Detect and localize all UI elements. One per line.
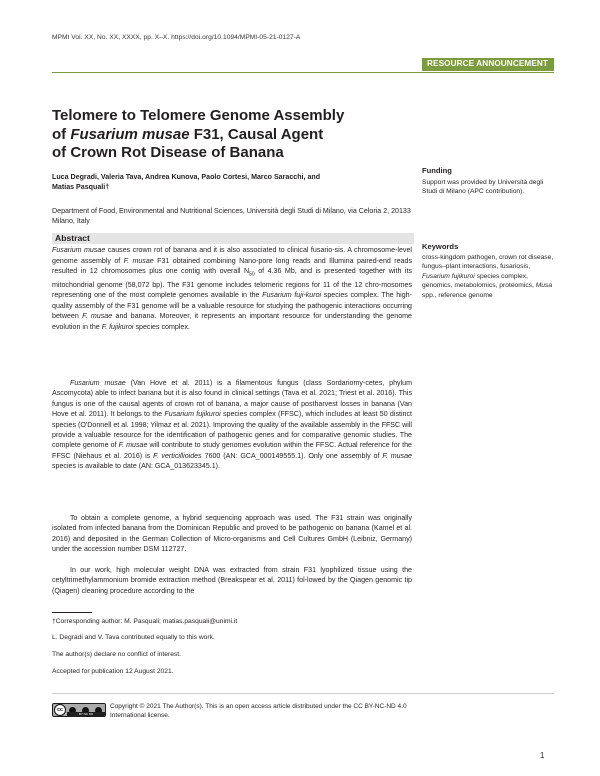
abstract-span: species complex. [133, 322, 190, 331]
acceptance-note: Accepted for publication 12 August 2021. [52, 668, 174, 675]
keywords-species: Fusarium fujikuroi [422, 272, 475, 280]
title-line-3: of Crown Rot Disease of Banana [52, 144, 284, 161]
article-type-label: RESOURCE ANNOUNCEMENT [427, 59, 548, 68]
keywords-text [422, 253, 554, 300]
abstract-heading: Abstract [55, 233, 90, 243]
journal-reference: MPMI Vol. XX, No. XX, XXXX, pp. X–X. https://doi.org/10.1094/MPMI-05-21-0127-A [52, 34, 301, 41]
keywords-genus: Musa [535, 282, 553, 290]
abstract-span: causes crown rot of banana and it is also associated to clinical fusario-sis. A chromosome-level genome assembly of [52, 246, 412, 265]
body-span: species complex (FFSC), which includes at least 50 distinct species (O'Donnell et al. 1998; Yilmaz et al. 2021). Improving the quality of the available assembly in the FFSC will provide a valuable resource for the identification of pathogenic genes and for comparative genomic studies. The complete genome of [52, 410, 413, 450]
page-number: 1 [540, 751, 545, 760]
body-span: species is available to date (AN: GCA_013623345.1). [52, 462, 220, 471]
affiliation: Department of Food, Environmental and Nutritional Sciences, Università degli Studi di Milano, via Celoria 2, 20133 Milano, Italy [52, 207, 411, 226]
abstract-species: Fusarium musae [52, 246, 106, 254]
abstract-span: and banana. Moreover, it represents an important resource for understanding the genome evolution in the [52, 312, 412, 331]
body-species: F. musae [382, 451, 412, 460]
body-span: will contribute to study genomes evolution within the FFSC. Actual reference for the FFSC (Niehaus et al. 2016) is [52, 441, 413, 460]
body-span: In our work, high molecular weight DNA was extracted from strain F31 lyophilized tissue using the cetyltrimethylammonium bromide extraction method (Breakspear et al. 2011) fol-lowed by the Qiagen genomic tip (Qiagen) cleaning procedure according to the [52, 566, 412, 595]
author-list [52, 172, 372, 192]
article-title [52, 107, 352, 163]
abstract-species: Fusarium fuji-kuroi [262, 291, 322, 300]
keywords-heading: Keywords [422, 242, 459, 251]
title-suffix: F31, Causal Agent [189, 125, 324, 143]
body-paragraph-1 [52, 378, 412, 472]
keywords-span: cross-kingdom pathogen, crown rot disease, fungus–plant interactions, fusariosis, [422, 254, 554, 271]
article-type-banner [422, 58, 554, 71]
funding-heading: Funding [422, 166, 452, 175]
body-span: To obtain a complete genome, a hybrid sequencing approach was used. The F31 strain was originally isolated from infected banana from the Dominican Republic and proved to be pathogenic on banana (Kamel et al. 2016) and deposited in the German Collection of Micro-organisms and Cell Cultures GmbH (Leibniz, Germany) under the accession number DSM 112727. [52, 514, 412, 554]
body-paragraph-2 [52, 513, 412, 555]
license-badge-label: BY NC ND [67, 712, 105, 716]
license-rule [52, 693, 554, 694]
abstract-species: F. musae [82, 312, 113, 321]
conflict-of-interest-note: The author(s) declare no conflict of interest. [52, 651, 181, 658]
abstract-span: species complex. The high-quality assembly of the F31 genome will be a valuable resource for studying the pathogenic interactions occurring between [52, 291, 412, 321]
abstract-species: F. musae [123, 256, 154, 265]
creative-commons-icon: cc [54, 704, 66, 716]
body-paragraph-3 [52, 565, 412, 596]
corresponding-author-note: †Corresponding author: M. Pasquali; matias.pasquali@unimi.it [52, 618, 238, 625]
body-span: (Van Hove et al. 2011) is a filamentous fungus (class Sordariomy-cetes, phylum Ascomycota) able to infect banana but it is also found in clinical settings (Tava et al. 2021; Triest et al. 2016). This fungus is one of the causal agents of crown rot of banana, a major cause of postharvest losses in banana (Van Hove et al. 2011). It belongs to the [52, 379, 412, 419]
title-species: Fusarium musae [70, 125, 190, 143]
footnote-rule [52, 612, 92, 613]
abstract-text [52, 245, 412, 332]
body-species: F. musae [118, 441, 148, 450]
header-rule [52, 72, 554, 73]
body-species: F. verticillioides [153, 451, 202, 460]
abstract-species: F. fujikuroi [101, 322, 134, 331]
keywords-span: species complex, genomics, metabolomics, proteomics, [422, 272, 536, 290]
abstract-heading-bar [52, 233, 414, 244]
body-species: Fusarium musae [70, 379, 126, 387]
cc-license-badge[interactable] [52, 703, 106, 717]
body-species: Fusarium fujikuroi [164, 410, 221, 419]
keywords-span: spp., reference genome [422, 291, 493, 299]
title-prefix: of [52, 125, 71, 143]
funding-text: Support was provided by Università degli Studi di Milano (APC contribution). [422, 179, 544, 196]
title-line-1: Telomere to Telomere Genome Assembly [52, 107, 345, 124]
equal-contribution-note: L. Degradi and V. Tava contributed equally to this work. [52, 634, 215, 641]
author-line-1: Luca Degradi, Valeria Tava, Andrea Kunova, Paolo Cortesi, Marco Saracchi, and [52, 173, 321, 181]
body-span: 7600 (AN: GCA_000149555.1). Only one assembly of [201, 451, 383, 460]
abstract-subscript: 50 [249, 271, 255, 278]
license-text: Copyright © 2021 The Author(s). This is an open access article distributed under the CC BY-NC-ND 4.0 International license. [110, 703, 407, 719]
abstract-span: of 4.36 Mb, and is presented together with its mitochondrial genome (58,072 bp). The F31 genome includes telomeric regions for 11 of the 12 chro-mosomes representing one of the most complete genomes available in the [52, 267, 412, 300]
author-line-2: Matias Pasquali† [52, 183, 110, 191]
title-line-2 [52, 126, 352, 145]
abstract-span: F31 obtained combining Nano-pore long reads and Illumina paired-end reads resulted in 12 chromosomes plus one contig with overall N [52, 256, 412, 275]
